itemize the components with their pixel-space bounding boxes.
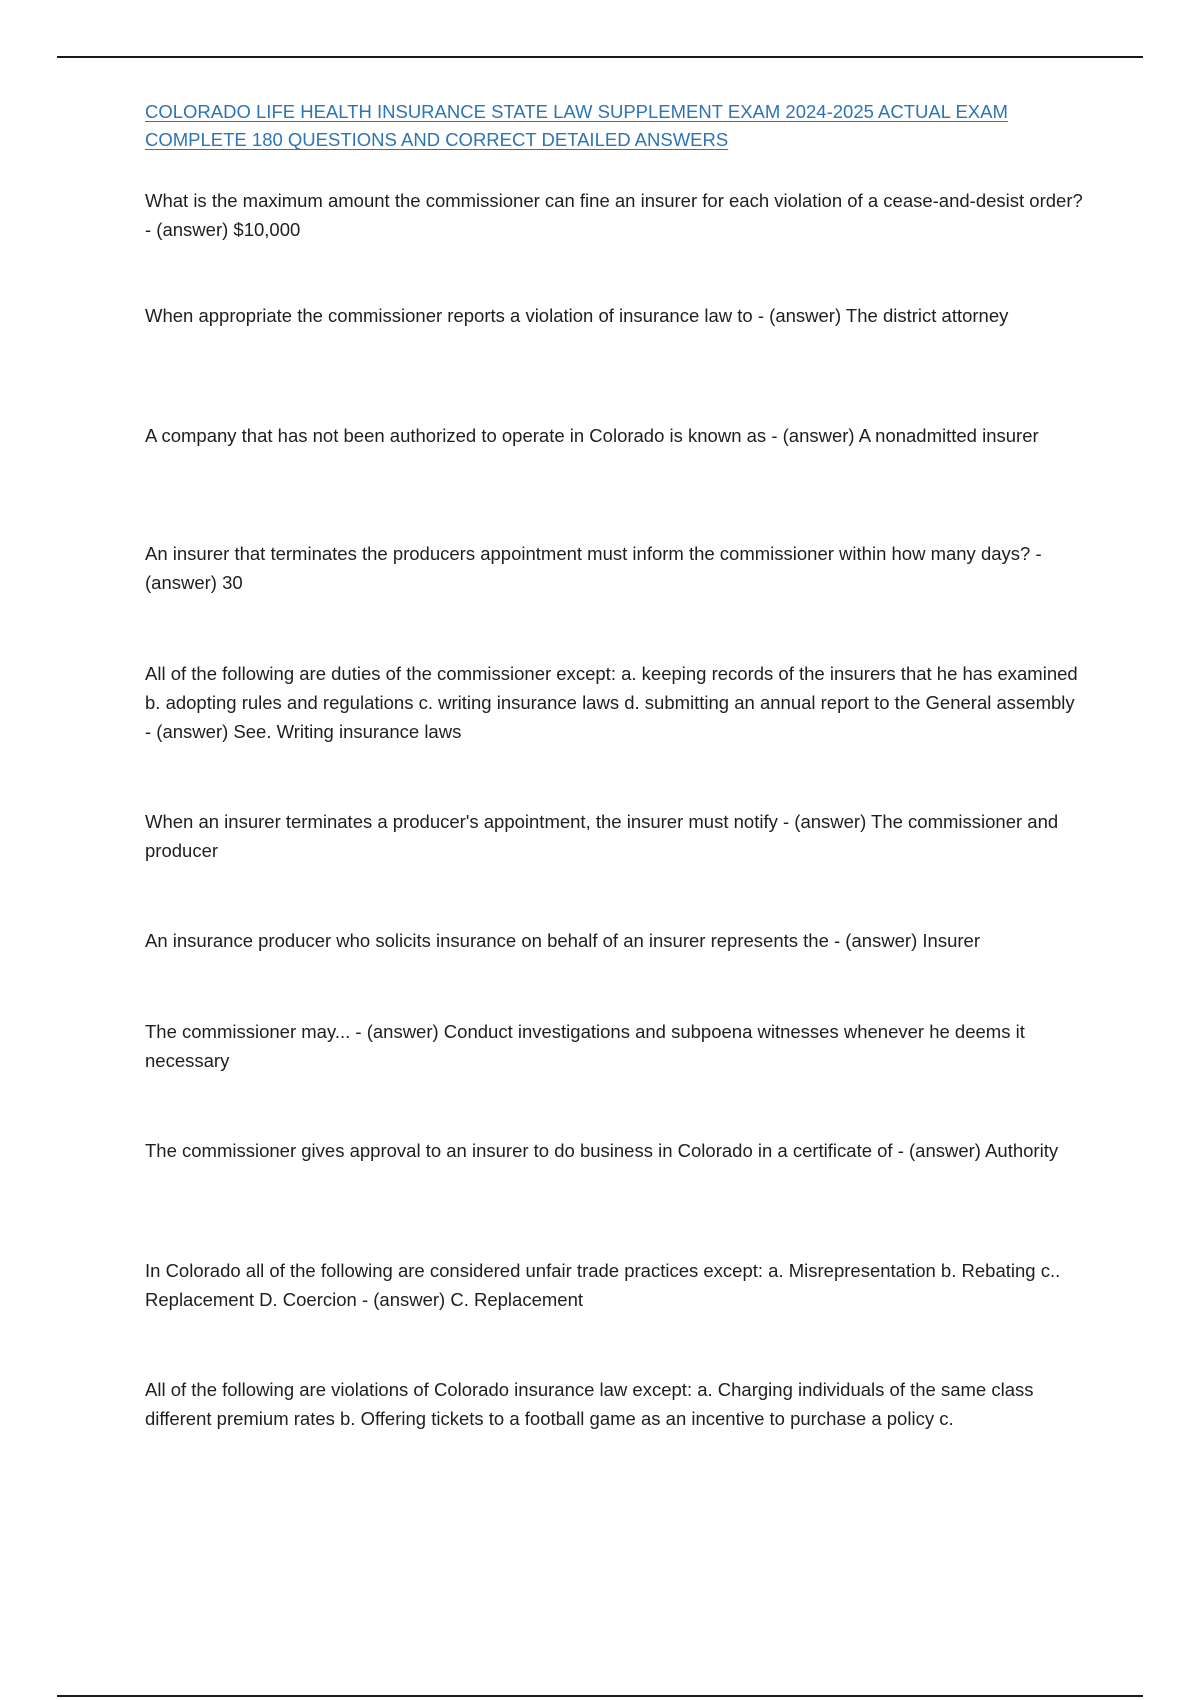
- document-body: [145, 98, 1085, 1429]
- qa-item-8: The commissioner may... - (answer) Conduct investigations and subpoena witnesses whenever he deems it necessary: [145, 1021, 1025, 1071]
- qa-item-7: An insurance producer who solicits insurance on behalf of an insurer represents the - (answer) Insurer: [145, 930, 980, 951]
- qa-item-1: What is the maximum amount the commissioner can fine an insurer for each violation of a cease-and-desist order? - (answer) $10,000: [145, 190, 1083, 240]
- document-title: COLORADO LIFE HEALTH INSURANCE STATE LAW SUPPLEMENT EXAM 2024-2025 ACTUAL EXAM COMPLETE 180 QUESTIONS AND CORRECT DETAILED ANSWERS: [145, 101, 1008, 150]
- bottom-rule: [57, 1695, 1143, 1697]
- qa-item-3: A company that has not been authorized to operate in Colorado is known as - (answer) A nonadmitted insurer: [145, 425, 1039, 446]
- qa-item-5: All of the following are duties of the commissioner except: a. keeping records of the insurers that he has examined b. adopting rules and regulations c. writing insurance laws d. submitting an annual report to the General assembly - (answer) See. Writing insurance laws: [145, 663, 1078, 742]
- qa-item-4: An insurer that terminates the producers appointment must inform the commissioner within how many days? - (answer) 30: [145, 543, 1042, 593]
- qa-item-10: In Colorado all of the following are considered unfair trade practices except: a. Misrepresentation b. Rebating c.. Replacement D. Coercion - (answer) C. Replacement: [145, 1260, 1061, 1310]
- qa-item-11: All of the following are violations of Colorado insurance law except: a. Charging individuals of the same class different premium rates b. Offering tickets to a football game as an incentive to purchase a policy c.: [145, 1379, 1034, 1429]
- qa-item-2: When appropriate the commissioner reports a violation of insurance law to - (answer) The district attorney: [145, 305, 1009, 326]
- top-rule: [57, 56, 1143, 58]
- qa-item-6: When an insurer terminates a producer's appointment, the insurer must notify - (answer) The commissioner and producer: [145, 811, 1059, 861]
- qa-item-9: The commissioner gives approval to an insurer to do business in Colorado in a certificate of - (answer) Authority: [145, 1140, 1059, 1161]
